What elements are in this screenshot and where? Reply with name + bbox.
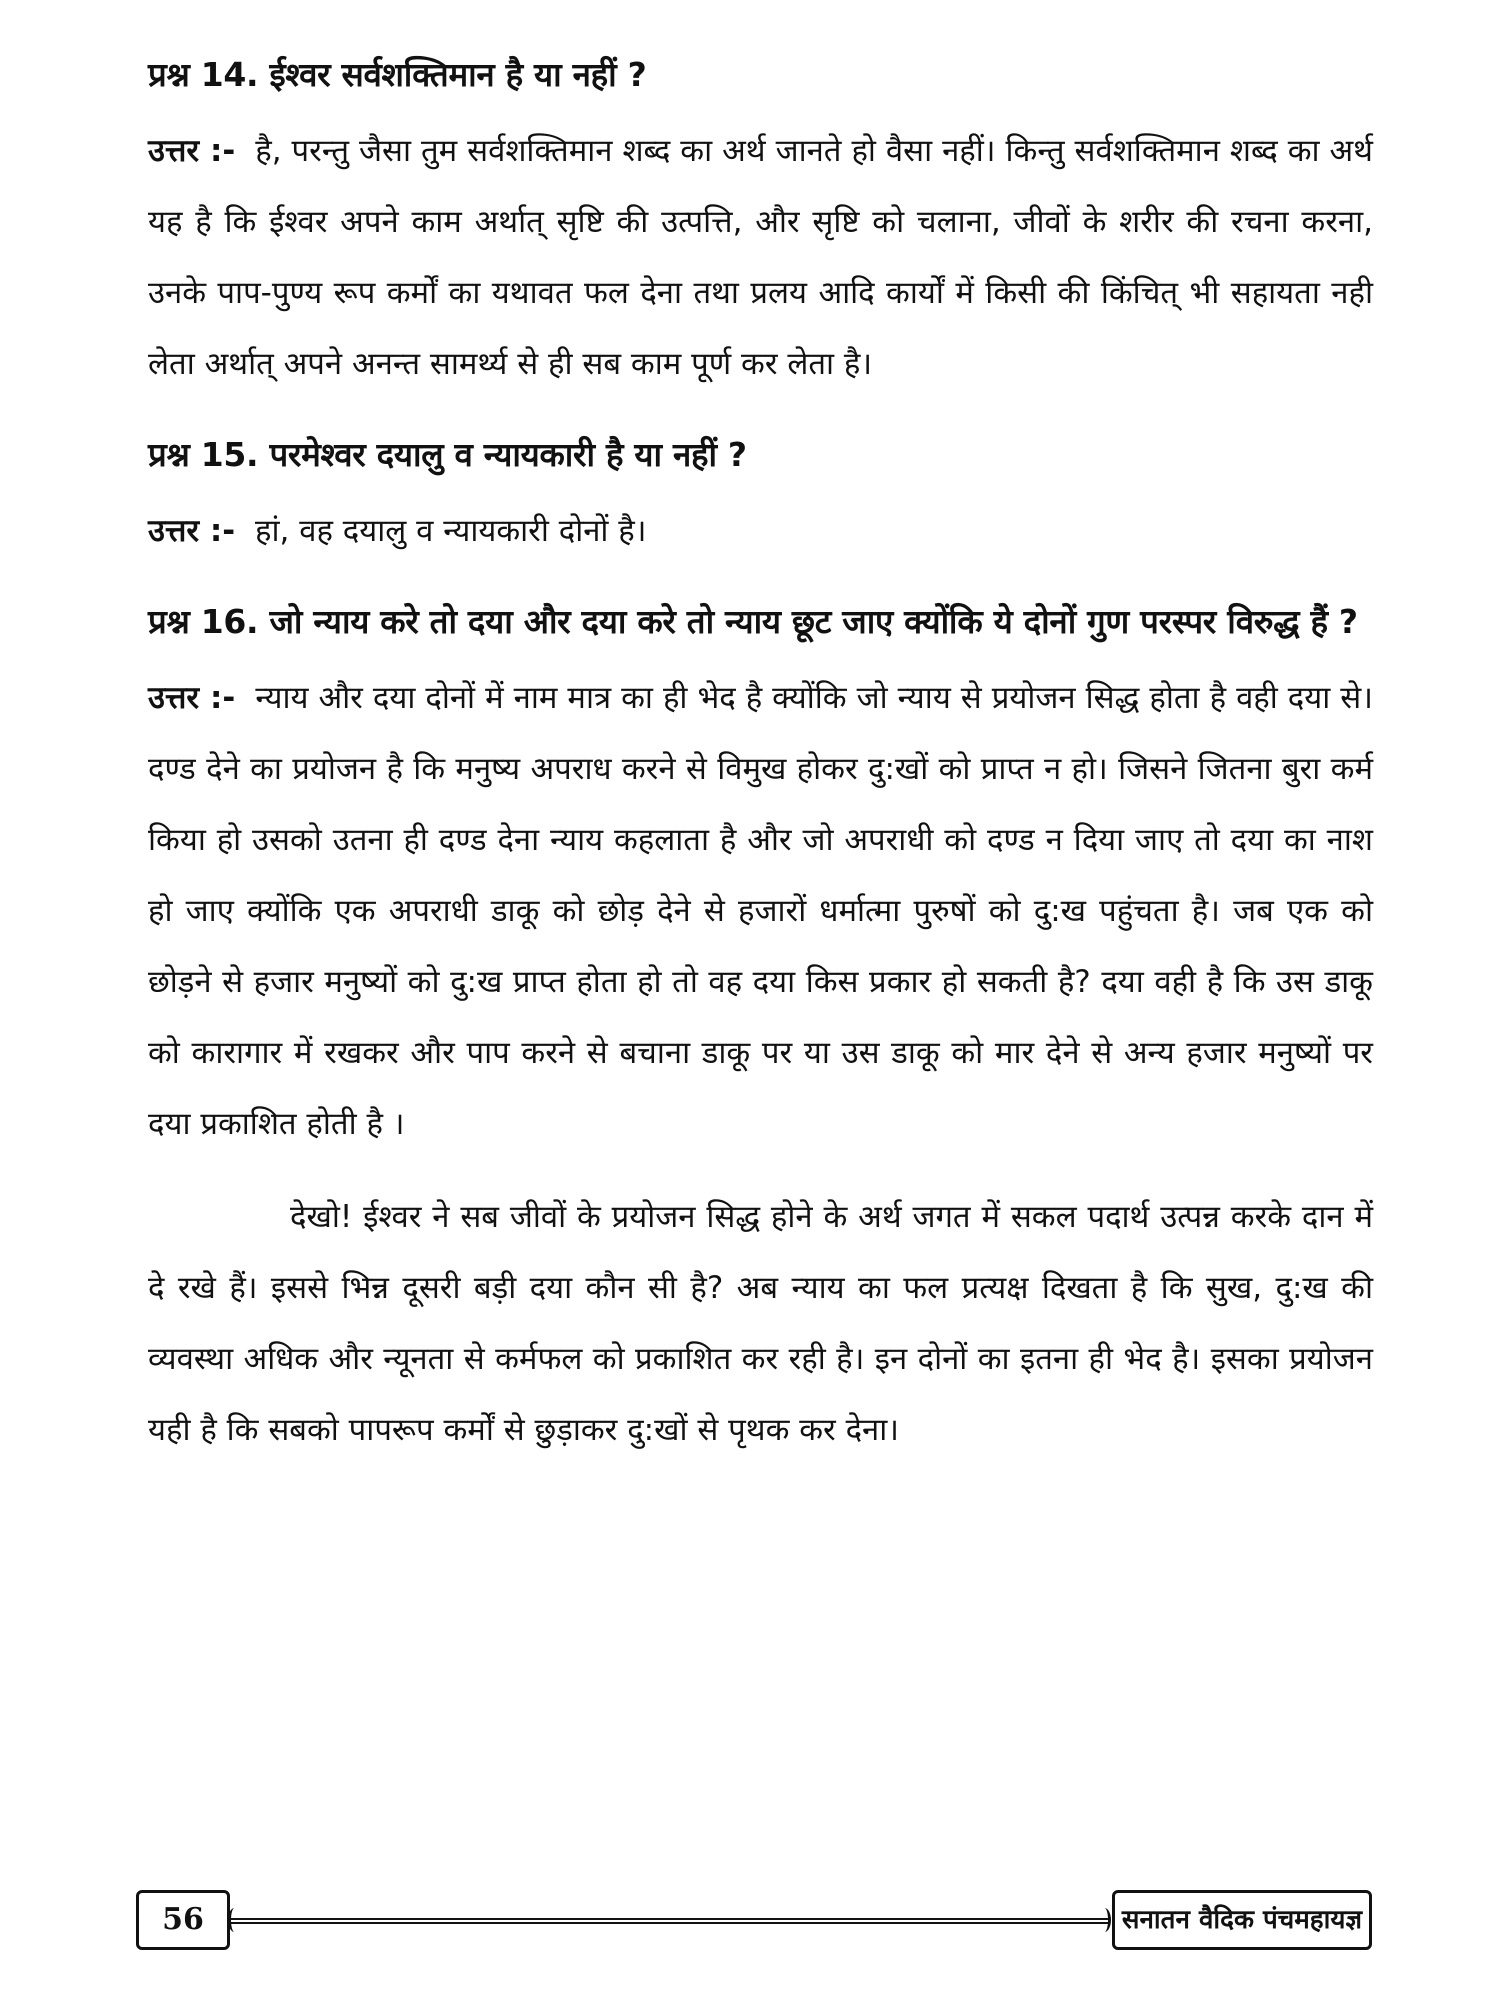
question-16-heading: प्रश्न 16. जो न्याय करे तो दया और दया करे तो न्याय छूट जाए क्योंकि ये दोनों गुण परस्पर विरुद्ध हैं ? [148, 602, 1358, 641]
answer-16-followup-paragraph: देखो! ईश्वर ने सब जीवों के प्रयोजन सिद्ध होने के अर्थ जगत में सकल पदार्थ उत्पन्न करके दान में दे रखे हैं। इससे भिन्न दूसरी बड़ी दया कौन सी है? अब न्याय का फल प्रत्यक्ष दिखता है कि सुख, दु:ख की व्यवस्था अधिक और न्यूनता से कर्मफल को प्रकाशित कर रही है। इन दोनों का इतना ही भेद है। इसका प्रयोजन यही है कि सबको पापरूप कर्मों से छुड़ाकर दु:खों से पृथक कर देना। [148, 1199, 1373, 1448]
answer-14-text: है, परन्तु जैसा तुम सर्वशक्तिमान शब्द का अर्थ जानते हो वैसा नहीं। किन्तु सर्वशक्तिमान शब्द का अर्थ यह है कि ईश्वर अपने काम अर्थात् सृष्टि की उत्पत्ति, और सृष्टि को चलाना, जीवों के शरीर की रचना करना, उनके पाप-पुण्य रूप कर्मों का यथावत फल देना तथा प्रलय आदि कार्यों में किसी की किंचित् भी सहायता नही लेता अर्थात् अपने अनन्त सामर्थ्य से ही सब काम पूर्ण कर लेता है। [148, 133, 1373, 382]
answer-15 [148, 496, 1373, 567]
answer-15-text: हां, वह दयालु व न्यायकारी दोनों है। [255, 513, 647, 549]
answer-16-text: न्याय और दया दोनों में नाम मात्र का ही भेद है क्योंकि जो न्याय से प्रयोजन सिद्ध होता है वही दया से। दण्ड देने का प्रयोजन है कि मनुष्य अपराध करने से विमुख होकर दु:खों को प्राप्त न हो। जिसने जितना बुरा कर्म किया हो उसको उतना ही दण्ड देना न्याय कहलाता है और जो अपराधी को दण्ड न दिया जाए तो दया का नाश हो जाए क्योंकि एक अपराधी डाकू को छोड़ देने से हजारों धर्मात्मा पुरुषों को दु:ख पहुंचता है। जब एक को छोड़ने से हजार मनुष्यों को दु:ख प्राप्त होता हो तो वह दया किस प्रकार हो सकती है? दया वही है कि उस डाकू को कारागार में रखकर और पाप करने से बचाना डाकू पर या उस डाकू को मार देने से अन्य हजार मनुष्यों पर दया प्रकाशित होती है । [148, 680, 1373, 1142]
page-content [148, 40, 1373, 1466]
answer-16 [148, 663, 1373, 1160]
question-14-heading: प्रश्न 14. ईश्वर सर्वशक्तिमान है या नहीं ? [148, 55, 647, 94]
page-number: 56 [136, 1890, 230, 1950]
answer-14 [148, 116, 1373, 400]
answer-label: उत्तर :- [148, 133, 236, 169]
book-title: सनातन वैदिक पंचमहायज्ञ [1112, 1890, 1372, 1950]
page-footer [136, 1890, 1376, 1950]
answer-label: उत्तर :- [148, 513, 236, 549]
question-15-heading: प्रश्न 15. परमेश्वर दयालु व न्यायकारी है या नहीं ? [148, 435, 747, 474]
footer-rule-right-cap [1098, 1908, 1111, 1932]
footer-rule [230, 1918, 1110, 1924]
answer-label: उत्तर :- [148, 680, 236, 716]
